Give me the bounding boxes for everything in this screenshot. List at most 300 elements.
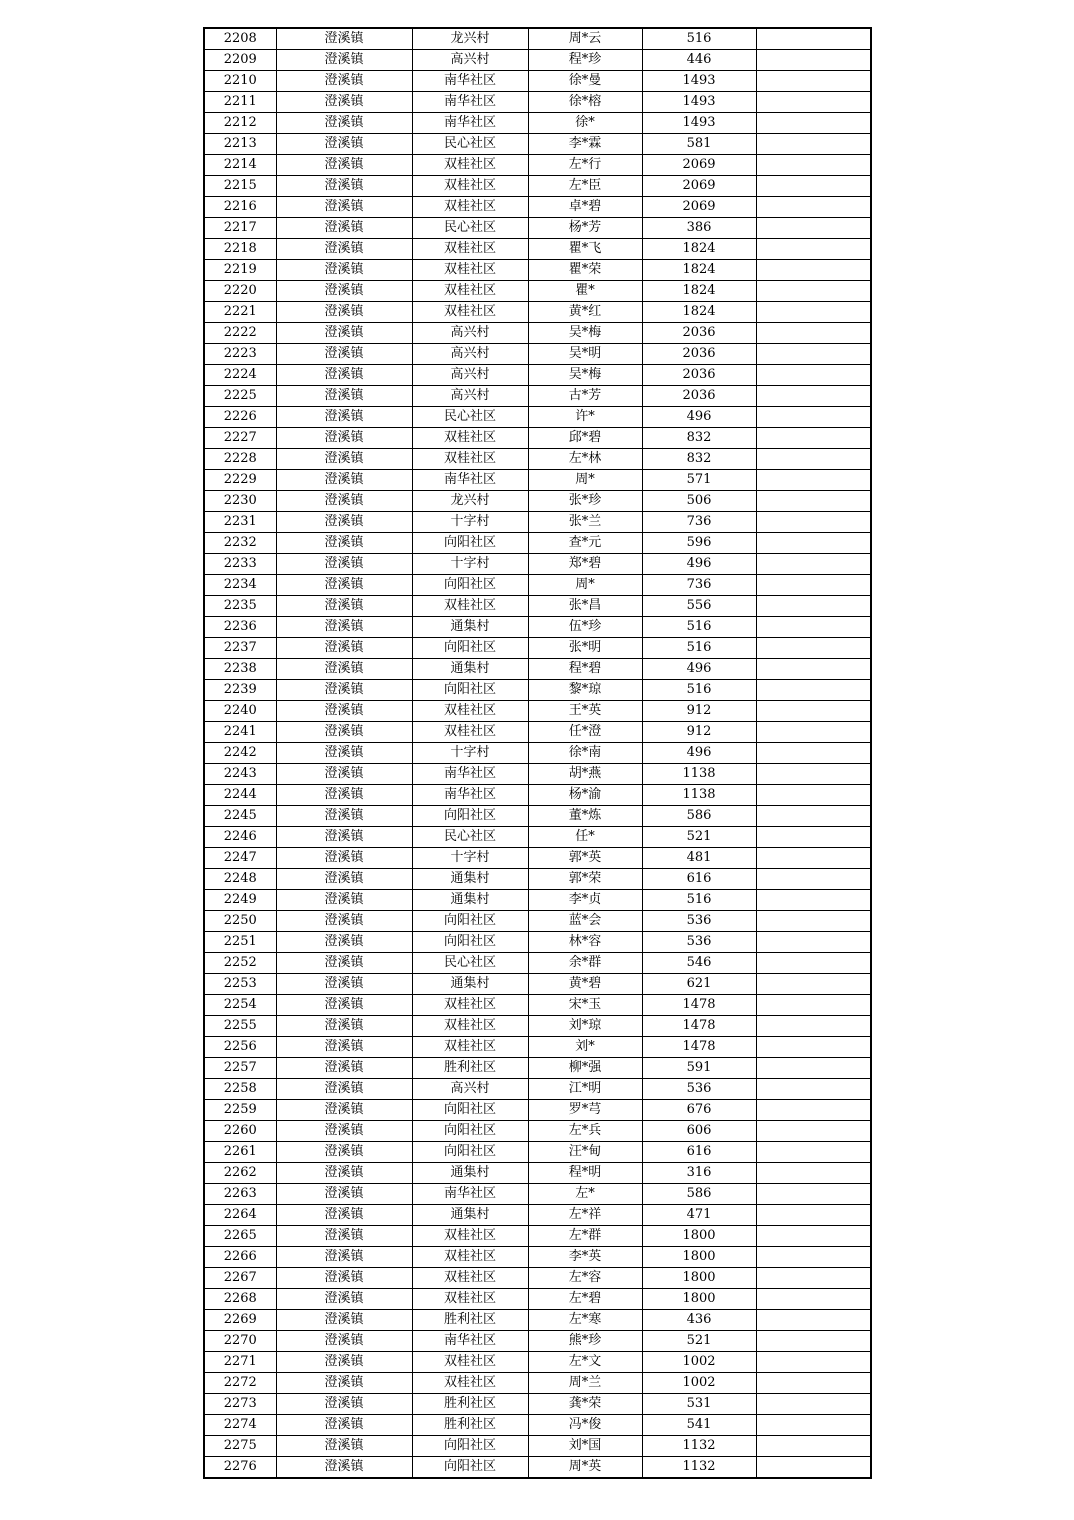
amount-cell: 832 xyxy=(642,449,756,470)
town-cell: 澄溪镇 xyxy=(276,260,412,281)
town-cell: 澄溪镇 xyxy=(276,932,412,953)
row-number-cell: 2225 xyxy=(204,386,276,407)
community-cell: 高兴村 xyxy=(412,323,528,344)
table-row xyxy=(204,575,871,596)
community-cell: 双桂社区 xyxy=(412,722,528,743)
amount-cell: 531 xyxy=(642,1394,756,1415)
amount-cell: 471 xyxy=(642,1205,756,1226)
row-number-cell: 2213 xyxy=(204,134,276,155)
name-cell: 程*明 xyxy=(528,1163,642,1184)
amount-cell: 506 xyxy=(642,491,756,512)
row-number-cell: 2235 xyxy=(204,596,276,617)
remark-cell xyxy=(756,344,871,365)
community-cell: 民心社区 xyxy=(412,953,528,974)
community-cell: 通集村 xyxy=(412,1163,528,1184)
remark-cell xyxy=(756,680,871,701)
row-number-cell: 2245 xyxy=(204,806,276,827)
town-cell: 澄溪镇 xyxy=(276,239,412,260)
name-cell: 张*昌 xyxy=(528,596,642,617)
amount-cell: 736 xyxy=(642,575,756,596)
row-number-cell: 2209 xyxy=(204,50,276,71)
town-cell: 澄溪镇 xyxy=(276,28,412,50)
table-row xyxy=(204,890,871,911)
row-number-cell: 2249 xyxy=(204,890,276,911)
table-row xyxy=(204,491,871,512)
row-number-cell: 2238 xyxy=(204,659,276,680)
community-cell: 向阳社区 xyxy=(412,1142,528,1163)
amount-cell: 616 xyxy=(642,869,756,890)
town-cell: 澄溪镇 xyxy=(276,1310,412,1331)
amount-cell: 1800 xyxy=(642,1226,756,1247)
remark-cell xyxy=(756,386,871,407)
town-cell: 澄溪镇 xyxy=(276,218,412,239)
table-row xyxy=(204,1184,871,1205)
community-cell: 双桂社区 xyxy=(412,155,528,176)
remark-cell xyxy=(756,722,871,743)
amount-cell: 436 xyxy=(642,1310,756,1331)
table-row xyxy=(204,71,871,92)
community-cell: 胜利社区 xyxy=(412,1058,528,1079)
remark-cell xyxy=(756,638,871,659)
name-cell: 周* xyxy=(528,470,642,491)
town-cell: 澄溪镇 xyxy=(276,1394,412,1415)
town-cell: 澄溪镇 xyxy=(276,1289,412,1310)
name-cell: 左*祥 xyxy=(528,1205,642,1226)
table-row xyxy=(204,512,871,533)
name-cell: 瞿* xyxy=(528,281,642,302)
town-cell: 澄溪镇 xyxy=(276,428,412,449)
name-cell: 伍*珍 xyxy=(528,617,642,638)
row-number-cell: 2250 xyxy=(204,911,276,932)
town-cell: 澄溪镇 xyxy=(276,869,412,890)
table-row xyxy=(204,974,871,995)
name-cell: 郭*荣 xyxy=(528,869,642,890)
table-row xyxy=(204,554,871,575)
table-row xyxy=(204,1310,871,1331)
town-cell: 澄溪镇 xyxy=(276,974,412,995)
town-cell: 澄溪镇 xyxy=(276,785,412,806)
remark-cell xyxy=(756,1205,871,1226)
town-cell: 澄溪镇 xyxy=(276,806,412,827)
table-row xyxy=(204,722,871,743)
name-cell: 程*珍 xyxy=(528,50,642,71)
row-number-cell: 2272 xyxy=(204,1373,276,1394)
community-cell: 双桂社区 xyxy=(412,1289,528,1310)
community-cell: 高兴村 xyxy=(412,50,528,71)
town-cell: 澄溪镇 xyxy=(276,50,412,71)
community-cell: 胜利社区 xyxy=(412,1310,528,1331)
row-number-cell: 2221 xyxy=(204,302,276,323)
amount-cell: 1824 xyxy=(642,260,756,281)
remark-cell xyxy=(756,701,871,722)
name-cell: 查*元 xyxy=(528,533,642,554)
town-cell: 澄溪镇 xyxy=(276,1205,412,1226)
row-number-cell: 2253 xyxy=(204,974,276,995)
row-number-cell: 2266 xyxy=(204,1247,276,1268)
community-cell: 南华社区 xyxy=(412,92,528,113)
community-cell: 通集村 xyxy=(412,869,528,890)
row-number-cell: 2224 xyxy=(204,365,276,386)
amount-cell: 516 xyxy=(642,680,756,701)
row-number-cell: 2261 xyxy=(204,1142,276,1163)
amount-cell: 2036 xyxy=(642,344,756,365)
table-row xyxy=(204,155,871,176)
row-number-cell: 2258 xyxy=(204,1079,276,1100)
row-number-cell: 2231 xyxy=(204,512,276,533)
amount-cell: 1824 xyxy=(642,302,756,323)
name-cell: 黄*碧 xyxy=(528,974,642,995)
row-number-cell: 2223 xyxy=(204,344,276,365)
name-cell: 左*臣 xyxy=(528,176,642,197)
town-cell: 澄溪镇 xyxy=(276,848,412,869)
name-cell: 张*兰 xyxy=(528,512,642,533)
row-number-cell: 2237 xyxy=(204,638,276,659)
remark-cell xyxy=(756,932,871,953)
town-cell: 澄溪镇 xyxy=(276,1436,412,1457)
town-cell: 澄溪镇 xyxy=(276,344,412,365)
community-cell: 双桂社区 xyxy=(412,281,528,302)
town-cell: 澄溪镇 xyxy=(276,176,412,197)
table-row xyxy=(204,701,871,722)
amount-cell: 516 xyxy=(642,890,756,911)
remark-cell xyxy=(756,1121,871,1142)
community-cell: 民心社区 xyxy=(412,827,528,848)
town-cell: 澄溪镇 xyxy=(276,995,412,1016)
amount-cell: 556 xyxy=(642,596,756,617)
amount-cell: 481 xyxy=(642,848,756,869)
remark-cell xyxy=(756,28,871,50)
remark-cell xyxy=(756,953,871,974)
community-cell: 通集村 xyxy=(412,890,528,911)
community-cell: 双桂社区 xyxy=(412,302,528,323)
table-row xyxy=(204,428,871,449)
remark-cell xyxy=(756,596,871,617)
community-cell: 向阳社区 xyxy=(412,1121,528,1142)
name-cell: 林*容 xyxy=(528,932,642,953)
name-cell: 李*英 xyxy=(528,1247,642,1268)
community-cell: 十字村 xyxy=(412,848,528,869)
name-cell: 龚*荣 xyxy=(528,1394,642,1415)
table-row xyxy=(204,638,871,659)
town-cell: 澄溪镇 xyxy=(276,638,412,659)
row-number-cell: 2265 xyxy=(204,1226,276,1247)
row-number-cell: 2241 xyxy=(204,722,276,743)
remark-cell xyxy=(756,1436,871,1457)
table-row xyxy=(204,1436,871,1457)
name-cell: 徐*南 xyxy=(528,743,642,764)
table-row xyxy=(204,176,871,197)
remark-cell xyxy=(756,911,871,932)
town-cell: 澄溪镇 xyxy=(276,197,412,218)
table-row xyxy=(204,953,871,974)
remark-cell xyxy=(756,302,871,323)
table-row xyxy=(204,1373,871,1394)
amount-cell: 1800 xyxy=(642,1289,756,1310)
row-number-cell: 2232 xyxy=(204,533,276,554)
community-cell: 高兴村 xyxy=(412,344,528,365)
amount-cell: 596 xyxy=(642,533,756,554)
amount-cell: 1824 xyxy=(642,281,756,302)
remark-cell xyxy=(756,554,871,575)
remark-cell xyxy=(756,113,871,134)
name-cell: 任* xyxy=(528,827,642,848)
amount-cell: 1493 xyxy=(642,113,756,134)
remark-cell xyxy=(756,134,871,155)
name-cell: 瞿*荣 xyxy=(528,260,642,281)
row-number-cell: 2268 xyxy=(204,1289,276,1310)
town-cell: 澄溪镇 xyxy=(276,407,412,428)
amount-cell: 1800 xyxy=(642,1247,756,1268)
table-row xyxy=(204,617,871,638)
table-row xyxy=(204,806,871,827)
table-row xyxy=(204,365,871,386)
remark-cell xyxy=(756,1100,871,1121)
row-number-cell: 2228 xyxy=(204,449,276,470)
remark-cell xyxy=(756,1037,871,1058)
community-cell: 高兴村 xyxy=(412,365,528,386)
community-cell: 双桂社区 xyxy=(412,1247,528,1268)
table-row xyxy=(204,260,871,281)
row-number-cell: 2263 xyxy=(204,1184,276,1205)
town-cell: 澄溪镇 xyxy=(276,449,412,470)
community-cell: 南华社区 xyxy=(412,764,528,785)
town-cell: 澄溪镇 xyxy=(276,1100,412,1121)
name-cell: 卓*碧 xyxy=(528,197,642,218)
community-cell: 双桂社区 xyxy=(412,176,528,197)
remark-cell xyxy=(756,365,871,386)
row-number-cell: 2240 xyxy=(204,701,276,722)
remark-cell xyxy=(756,71,871,92)
amount-cell: 621 xyxy=(642,974,756,995)
row-number-cell: 2252 xyxy=(204,953,276,974)
row-number-cell: 2218 xyxy=(204,239,276,260)
community-cell: 胜利社区 xyxy=(412,1394,528,1415)
name-cell: 左*林 xyxy=(528,449,642,470)
community-cell: 南华社区 xyxy=(412,1184,528,1205)
table-row xyxy=(204,1100,871,1121)
row-number-cell: 2243 xyxy=(204,764,276,785)
town-cell: 澄溪镇 xyxy=(276,512,412,533)
remark-cell xyxy=(756,197,871,218)
remark-cell xyxy=(756,1247,871,1268)
row-number-cell: 2226 xyxy=(204,407,276,428)
town-cell: 澄溪镇 xyxy=(276,680,412,701)
town-cell: 澄溪镇 xyxy=(276,302,412,323)
remark-cell xyxy=(756,260,871,281)
amount-cell: 536 xyxy=(642,932,756,953)
table-row xyxy=(204,1226,871,1247)
name-cell: 周*云 xyxy=(528,28,642,50)
name-cell: 吴*明 xyxy=(528,344,642,365)
town-cell: 澄溪镇 xyxy=(276,155,412,176)
name-cell: 刘*国 xyxy=(528,1436,642,1457)
town-cell: 澄溪镇 xyxy=(276,890,412,911)
row-number-cell: 2217 xyxy=(204,218,276,239)
community-cell: 龙兴村 xyxy=(412,491,528,512)
row-number-cell: 2251 xyxy=(204,932,276,953)
name-cell: 邱*碧 xyxy=(528,428,642,449)
row-number-cell: 2247 xyxy=(204,848,276,869)
row-number-cell: 2264 xyxy=(204,1205,276,1226)
remark-cell xyxy=(756,659,871,680)
row-number-cell: 2227 xyxy=(204,428,276,449)
community-cell: 双桂社区 xyxy=(412,1037,528,1058)
amount-cell: 1478 xyxy=(642,1037,756,1058)
amount-cell: 516 xyxy=(642,638,756,659)
amount-cell: 1493 xyxy=(642,71,756,92)
town-cell: 澄溪镇 xyxy=(276,1037,412,1058)
row-number-cell: 2257 xyxy=(204,1058,276,1079)
town-cell: 澄溪镇 xyxy=(276,365,412,386)
name-cell: 郑*碧 xyxy=(528,554,642,575)
name-cell: 宋*玉 xyxy=(528,995,642,1016)
remark-cell xyxy=(756,1310,871,1331)
town-cell: 澄溪镇 xyxy=(276,554,412,575)
town-cell: 澄溪镇 xyxy=(276,533,412,554)
row-number-cell: 2260 xyxy=(204,1121,276,1142)
table-row xyxy=(204,386,871,407)
row-number-cell: 2215 xyxy=(204,176,276,197)
community-cell: 双桂社区 xyxy=(412,1352,528,1373)
town-cell: 澄溪镇 xyxy=(276,701,412,722)
table-row xyxy=(204,596,871,617)
table-row xyxy=(204,1058,871,1079)
name-cell: 周* xyxy=(528,575,642,596)
name-cell: 张*珍 xyxy=(528,491,642,512)
town-cell: 澄溪镇 xyxy=(276,281,412,302)
amount-cell: 2069 xyxy=(642,176,756,197)
table-row xyxy=(204,92,871,113)
community-cell: 通集村 xyxy=(412,974,528,995)
amount-cell: 1493 xyxy=(642,92,756,113)
community-cell: 民心社区 xyxy=(412,134,528,155)
remark-cell xyxy=(756,323,871,344)
amount-cell: 386 xyxy=(642,218,756,239)
row-number-cell: 2262 xyxy=(204,1163,276,1184)
name-cell: 罗*芎 xyxy=(528,1100,642,1121)
community-cell: 向阳社区 xyxy=(412,806,528,827)
amount-cell: 1132 xyxy=(642,1436,756,1457)
amount-cell: 446 xyxy=(642,50,756,71)
name-cell: 刘* xyxy=(528,1037,642,1058)
row-number-cell: 2255 xyxy=(204,1016,276,1037)
community-cell: 双桂社区 xyxy=(412,1268,528,1289)
table-row xyxy=(204,1394,871,1415)
table-row xyxy=(204,281,871,302)
table-row xyxy=(204,533,871,554)
table-row xyxy=(204,323,871,344)
name-cell: 周*英 xyxy=(528,1457,642,1479)
community-cell: 向阳社区 xyxy=(412,932,528,953)
name-cell: 任*澄 xyxy=(528,722,642,743)
community-cell: 南华社区 xyxy=(412,785,528,806)
remark-cell xyxy=(756,806,871,827)
town-cell: 澄溪镇 xyxy=(276,1415,412,1436)
row-number-cell: 2275 xyxy=(204,1436,276,1457)
town-cell: 澄溪镇 xyxy=(276,1268,412,1289)
town-cell: 澄溪镇 xyxy=(276,323,412,344)
name-cell: 汪*甸 xyxy=(528,1142,642,1163)
table-body xyxy=(204,28,871,1478)
table-row xyxy=(204,680,871,701)
table-row xyxy=(204,1037,871,1058)
town-cell: 澄溪镇 xyxy=(276,1163,412,1184)
town-cell: 澄溪镇 xyxy=(276,1457,412,1479)
row-number-cell: 2212 xyxy=(204,113,276,134)
name-cell: 董*炼 xyxy=(528,806,642,827)
table-row xyxy=(204,911,871,932)
table-row xyxy=(204,113,871,134)
amount-cell: 2069 xyxy=(642,155,756,176)
table-row xyxy=(204,1016,871,1037)
name-cell: 徐*榕 xyxy=(528,92,642,113)
remark-cell xyxy=(756,470,871,491)
town-cell: 澄溪镇 xyxy=(276,113,412,134)
town-cell: 澄溪镇 xyxy=(276,617,412,638)
name-cell: 杨*渝 xyxy=(528,785,642,806)
community-cell: 十字村 xyxy=(412,554,528,575)
row-number-cell: 2230 xyxy=(204,491,276,512)
town-cell: 澄溪镇 xyxy=(276,743,412,764)
table-row xyxy=(204,827,871,848)
community-cell: 向阳社区 xyxy=(412,575,528,596)
amount-cell: 521 xyxy=(642,827,756,848)
community-cell: 双桂社区 xyxy=(412,596,528,617)
remark-cell xyxy=(756,428,871,449)
remark-cell xyxy=(756,92,871,113)
name-cell: 左* xyxy=(528,1184,642,1205)
name-cell: 瞿*飞 xyxy=(528,239,642,260)
row-number-cell: 2229 xyxy=(204,470,276,491)
table-row xyxy=(204,785,871,806)
table-row xyxy=(204,1457,871,1479)
row-number-cell: 2242 xyxy=(204,743,276,764)
name-cell: 黎*琼 xyxy=(528,680,642,701)
remark-cell xyxy=(756,785,871,806)
remark-cell xyxy=(756,1331,871,1352)
town-cell: 澄溪镇 xyxy=(276,827,412,848)
community-cell: 龙兴村 xyxy=(412,28,528,50)
amount-cell: 1824 xyxy=(642,239,756,260)
amount-cell: 541 xyxy=(642,1415,756,1436)
town-cell: 澄溪镇 xyxy=(276,911,412,932)
remark-cell xyxy=(756,155,871,176)
community-cell: 向阳社区 xyxy=(412,911,528,932)
amount-cell: 1132 xyxy=(642,1457,756,1479)
amount-cell: 536 xyxy=(642,911,756,932)
table-row xyxy=(204,407,871,428)
remark-cell xyxy=(756,281,871,302)
name-cell: 程*碧 xyxy=(528,659,642,680)
town-cell: 澄溪镇 xyxy=(276,470,412,491)
name-cell: 柳*强 xyxy=(528,1058,642,1079)
town-cell: 澄溪镇 xyxy=(276,1373,412,1394)
name-cell: 江*明 xyxy=(528,1079,642,1100)
amount-cell: 2069 xyxy=(642,197,756,218)
remark-cell xyxy=(756,1058,871,1079)
table-row xyxy=(204,1121,871,1142)
name-cell: 左*碧 xyxy=(528,1289,642,1310)
remark-cell xyxy=(756,1373,871,1394)
amount-cell: 912 xyxy=(642,701,756,722)
community-cell: 双桂社区 xyxy=(412,428,528,449)
remark-cell xyxy=(756,1352,871,1373)
table-row xyxy=(204,995,871,1016)
row-number-cell: 2248 xyxy=(204,869,276,890)
table-row xyxy=(204,1415,871,1436)
table-row xyxy=(204,470,871,491)
table-row xyxy=(204,1331,871,1352)
